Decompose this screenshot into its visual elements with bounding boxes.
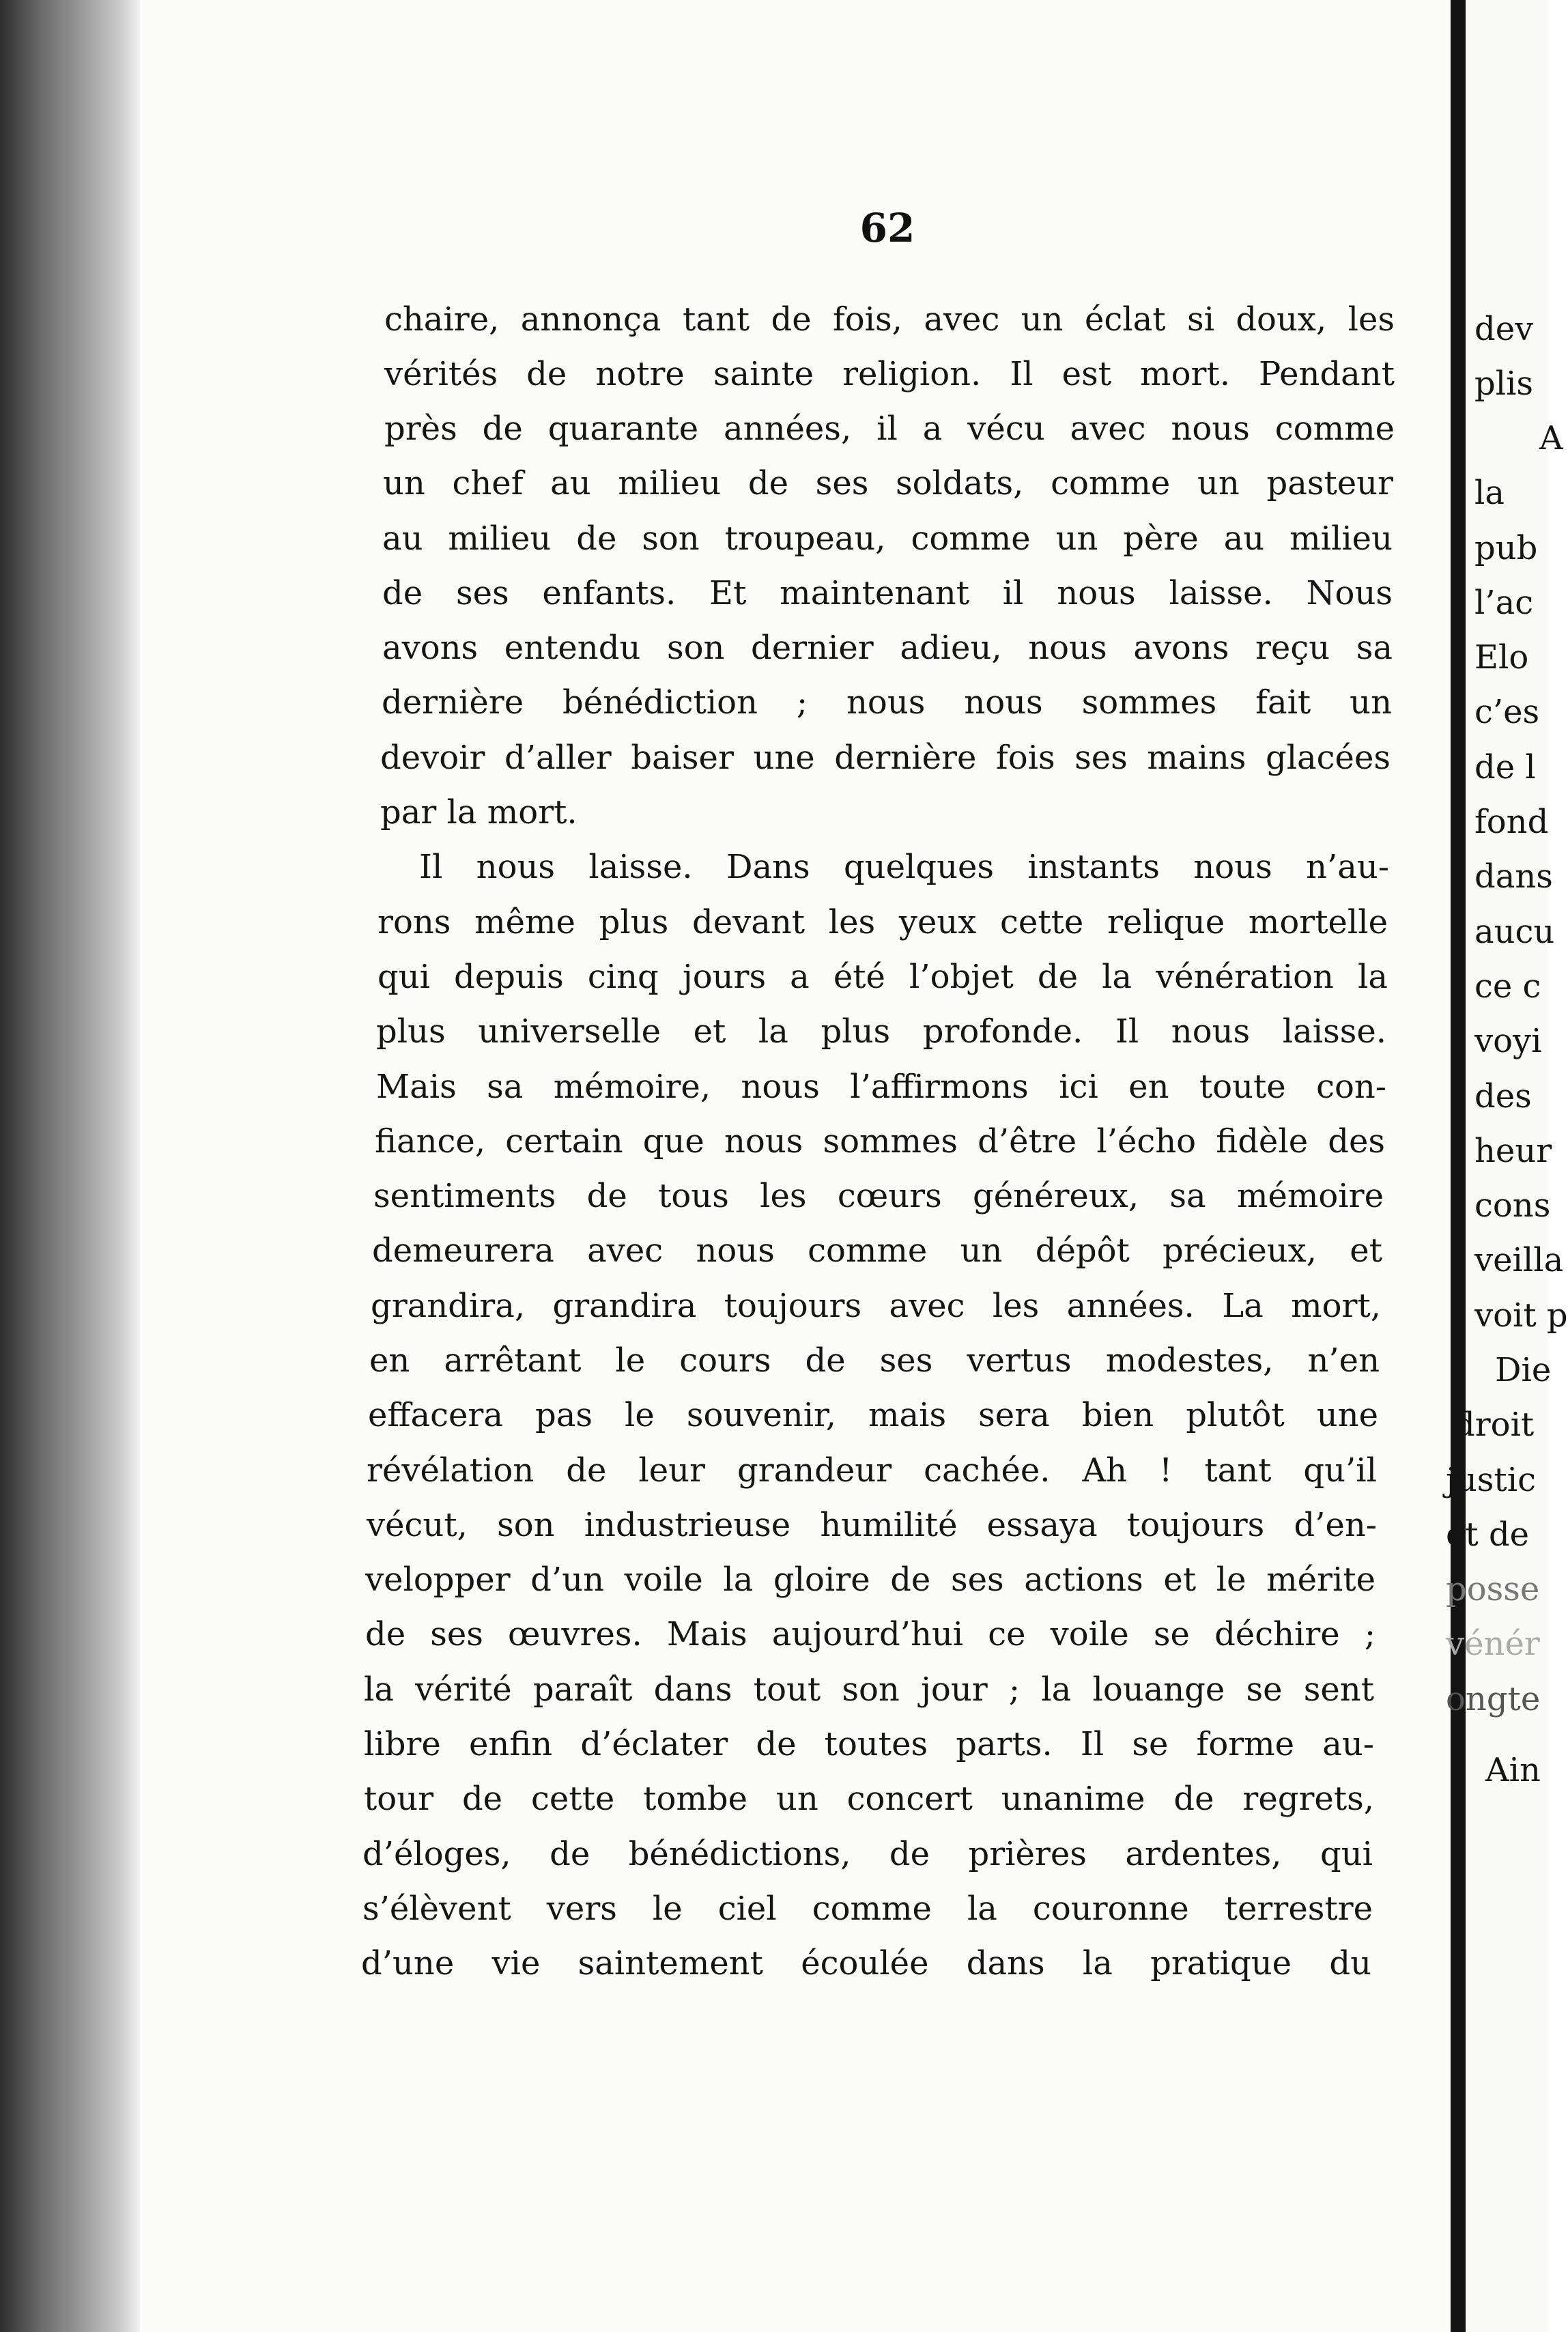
text-line: un chef au milieu de ses soldats, comme un pasteur [383,464,1393,502]
facing-line: l’ac [1474,584,1534,622]
text-line: au milieu de son troupeau, comme un père au milieu [382,520,1393,558]
text-line: sentiments de tous les cœurs généreux, sa mémoire [373,1177,1384,1215]
facing-line: voit p [1474,1296,1568,1335]
facing-line: la [1474,474,1505,512]
text-line: par la mort. [380,793,578,831]
page-number: 62 [859,205,915,251]
facing-line: dans [1474,857,1553,896]
facing-line: et de [1446,1516,1530,1554]
facing-line: justic [1446,1461,1536,1499]
facing-line: ce c [1474,967,1541,1006]
text-line: avons entendu son dernier adieu, nous avons reçu sa [382,629,1393,667]
facing-line: dev [1474,310,1534,348]
page-gutter [1451,0,1466,2332]
text-line: Mais sa mémoire, nous l’affirmons ici en toute con- [376,1068,1386,1106]
text-line: s’élèvent vers le ciel comme la couronne terrestre [362,1890,1373,1928]
facing-line: Ain [1485,1751,1541,1789]
facing-line: heur [1474,1132,1552,1170]
facing-line: posse [1446,1570,1540,1608]
text-line: effacera pas le souvenir, mais sera bien plutôt une [368,1396,1378,1434]
text-line: tour de cette tombe un concert unanime de regrets, [364,1780,1374,1818]
text-line: plus universelle et la plus profonde. Il nous laisse. [376,1012,1386,1051]
left-binding-edge [0,0,140,2332]
text-line: d’une vie saintement écoulée dans la pratique du [361,1944,1371,1982]
facing-line: Die [1495,1351,1552,1389]
text-line: vérités de notre sainte religion. Il est mort. Pendant [384,355,1395,393]
facing-line: veilla [1474,1241,1564,1279]
text-line: vécut, son industrieuse humilité essaya toujours d’en- [367,1506,1377,1544]
text-line: chaire, annonça tant de fois, avec un éclat si doux, les [384,300,1395,339]
text-line: près de quarante années, il a vécu avec nous comme [384,410,1395,448]
text-line: révélation de leur grandeur cachée. Ah ! tant qu’il [367,1451,1377,1490]
text-line: rons même plus devant les yeux cette relique mortelle [377,903,1388,941]
facing-line: A [1539,419,1563,457]
text-line: en arrêtant le cours de ses vertus modestes, n’en [369,1341,1380,1380]
facing-line: droit [1454,1406,1535,1444]
text-line: la vérité paraît dans tout son jour ; la louange se sent [364,1670,1374,1709]
text-line: d’éloges, de bénédictions, de prières ardentes, qui [362,1835,1373,1873]
facing-line: des [1474,1077,1532,1115]
text-line: fiance, certain que nous sommes d’être l’écho fidèle des [375,1122,1385,1161]
text-line: dernière bénédiction ; nous nous sommes fait un [382,683,1392,722]
facing-line: Elo [1474,638,1529,677]
text-line: grandira, grandira toujours avec les années. La mort, [371,1287,1381,1325]
facing-line: pub [1474,529,1538,567]
facing-line: vénér [1446,1625,1540,1663]
text-line: velopper d’un voile la gloire de ses actions et le mérite [365,1561,1375,1599]
text-line: devoir d’aller baiser une dernière fois ses mains glacées [380,739,1391,777]
facing-line: fond [1474,803,1549,841]
text-line: de ses enfants. Et maintenant il nous laisse. Nous [382,574,1393,612]
facing-line: ongte [1446,1680,1541,1718]
facing-line: c’es [1474,693,1540,731]
facing-line: de l [1474,748,1536,786]
facing-line: voyi [1474,1022,1542,1060]
facing-line: aucu [1474,913,1555,951]
text-line: libre enfin d’éclater de toutes parts. Il se forme au- [364,1725,1374,1763]
facing-line: cons [1474,1186,1551,1225]
text-line: demeurera avec nous comme un dépôt précieux, et [372,1232,1382,1270]
facing-line: plis [1474,365,1534,403]
text-line: Il nous laisse. Dans quelques instants nous n’au- [419,848,1389,886]
text-line: qui depuis cinq jours a été l’objet de la vénération la [377,958,1388,996]
text-line: de ses œuvres. Mais aujourd’hui ce voile se déchire ; [365,1615,1375,1653]
